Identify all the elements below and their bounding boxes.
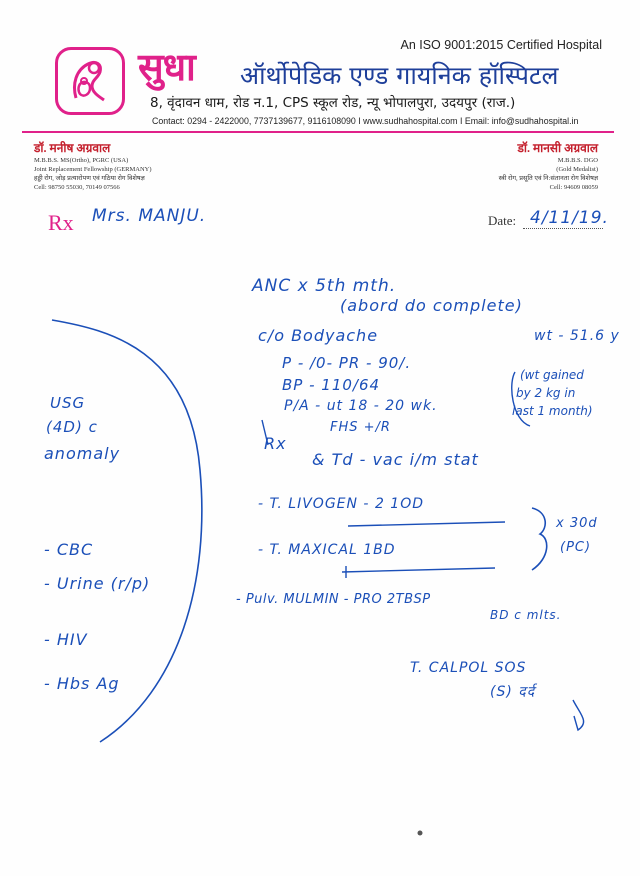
doctor-left-qual2: Joint Replacement Fellowship (GERMANY) <box>34 166 152 173</box>
medication-brace <box>532 508 547 570</box>
rx-symbol: Rx <box>48 210 74 235</box>
doctor-right-qual2: (Gold Medalist) <box>556 166 598 173</box>
abort-note: (abord do complete) <box>340 296 523 315</box>
doctor-right-speciality: स्त्री रोग, प्रसूति एवं नि:संतानता रोग विशेषज्ञ <box>498 175 598 182</box>
doctor-right-cell: Cell: 94609 08059 <box>549 184 598 191</box>
date-label: Date: <box>488 213 517 228</box>
prescription-date: 4/11/19. <box>530 208 609 228</box>
medication-maxical: - T. MAXICAL 1BD <box>258 542 396 558</box>
bp-reading: BP - 110/64 <box>282 376 381 394</box>
td-vaccine: & Td - vac i/m stat <box>312 450 479 469</box>
medication-calpol: T. CALPOL SOS <box>410 660 527 676</box>
signature <box>573 700 584 730</box>
fhs-reading: FHS +/R <box>330 420 391 435</box>
doctor-right-qual1: M.B.B.S. DGO <box>557 157 598 164</box>
pulse-reading: P - /0- PR - 90/. <box>282 354 412 372</box>
medication-duration: x 30d <box>556 516 598 531</box>
hospital-address: 8, वृंदावन धाम, रोड न.1, CPS स्कूल रोड, न्यू भोपालपुरा, उदयपुर (राज.) <box>150 95 516 111</box>
brand-name: सुधा <box>138 45 195 89</box>
patient-name: Mrs. MANJU. <box>92 206 207 226</box>
pa-reading: P/A - ut 18 - 20 wk. <box>284 398 438 414</box>
rx-mark-handwritten: Rx <box>264 434 287 453</box>
doctor-left-cell: Cell: 98750 55030, 70149 07566 <box>34 184 120 191</box>
doctor-right-name: डॉ. मानसी अग्रवाल <box>517 141 598 155</box>
doctor-left-name: डॉ. मनीष अग्रवाल <box>34 141 111 155</box>
maxical-underline <box>342 568 495 572</box>
medication-mulmin-dose: BD c mlts. <box>490 608 562 622</box>
investigation-urine: - Urine (r/p) <box>44 574 151 593</box>
weight-note-1: (wt gained <box>520 368 584 382</box>
medication-livogen: - T. LIVOGEN - 2 1OD <box>258 496 425 512</box>
hospital-name: ऑर्थोपेडिक एण्ड गायनिक हॉस्पिटल <box>240 61 559 90</box>
complaint: c/o Bodyache <box>258 326 379 345</box>
stray-mark <box>418 831 423 836</box>
weight-note-2: by 2 kg in <box>516 386 576 400</box>
investigation-hiv: - HIV <box>44 630 88 649</box>
usg-line-3: anomaly <box>44 444 121 463</box>
hospital-contact: Contact: 0294 - 2422000, 7737139677, 9116108090 I www.sudhahospital.com I Email: info@sudhahospital.in <box>152 116 579 126</box>
weight-reading: wt - 51.6 y <box>534 328 620 344</box>
investigation-hbsag: - Hbs Ag <box>44 674 120 693</box>
anc-note: ANC x 5th mth. <box>252 276 397 296</box>
medication-pc: (PC) <box>560 540 592 555</box>
doctor-left-speciality: हड्डी रोग, जोड़ प्रत्यारोपण एवं गठिया रोग विशेषज्ञ <box>34 175 145 182</box>
doctor-left-qual1: M.B.B.S. MS(Ortho), PGRC (USA) <box>34 157 129 164</box>
medication-mulmin: - Pulv. MULMIN - PRO 2TBSP <box>236 592 431 607</box>
usg-line-1: USG <box>50 394 86 412</box>
livogen-underline <box>348 522 505 526</box>
usg-line-2: (4D) c <box>46 418 98 436</box>
weight-note-3: last 1 month) <box>512 404 593 418</box>
iso-certification: An ISO 9001:2015 Certified Hospital <box>400 38 602 52</box>
investigation-cbc: - CBC <box>44 540 94 559</box>
medication-calpol-note: (S) दर्द <box>490 684 536 700</box>
